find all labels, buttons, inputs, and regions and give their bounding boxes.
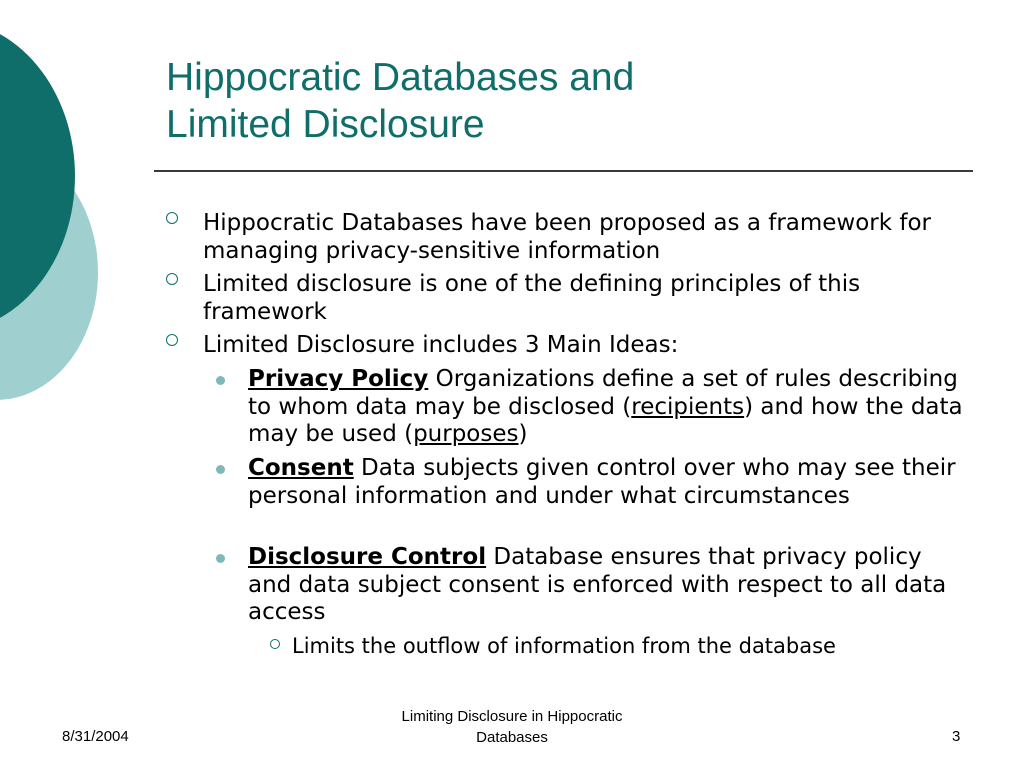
- bullet-text: Hippocratic Databases have been proposed as a framework for managing privacy-sensitive information: [203, 210, 932, 264]
- bullet-item: [203, 332, 963, 360]
- consent-term: Consent: [248, 455, 354, 481]
- purposes-term: purposes: [413, 421, 519, 447]
- filled-dot-bullet-icon: [216, 465, 225, 474]
- disclosure-control-text: Database ensures that privacy policy and data subject consent is enforced with respect to all data access: [248, 544, 947, 625]
- privacy-policy-text: ): [518, 421, 528, 447]
- bullet-item: [203, 271, 963, 326]
- filled-dot-bullet-icon: [216, 376, 225, 385]
- sub-bullet-item: [248, 544, 968, 627]
- recipients-term: recipients: [631, 393, 745, 420]
- bullet-text: Limited disclosure is one of the defining principles of this framework: [203, 271, 861, 325]
- slide-title: [166, 54, 866, 148]
- hollow-circle-bullet-icon: [270, 639, 280, 649]
- sub-bullet-item: [248, 455, 968, 510]
- bullet-text: Limits the outflow of information from the database: [292, 634, 836, 658]
- hollow-circle-bullet-icon: [166, 334, 178, 346]
- hollow-circle-bullet-icon: [166, 212, 178, 224]
- slide-number: 3: [952, 728, 961, 745]
- hollow-circle-bullet-icon: [166, 273, 178, 285]
- bullet-text: Limited Disclosure includes 3 Main Ideas:: [203, 332, 679, 358]
- title-divider: [154, 170, 973, 172]
- privacy-policy-text: Organizations define a set of rules describing to whom data may be disclosed (: [248, 366, 958, 420]
- privacy-policy-text: ) and how the data may be used (: [248, 393, 963, 447]
- sub-bullet-item: [248, 366, 968, 449]
- footer-title-line-2: Databases: [476, 729, 548, 746]
- consent-text: Data subjects given control over who may see their personal information and under what circumstances: [248, 455, 956, 509]
- title-line-2: Limited Disclosure: [166, 103, 485, 146]
- disclosure-control-term: Disclosure Control: [248, 544, 487, 570]
- sub-sub-bullet-item: [292, 633, 982, 659]
- footer-title-line-1: Limiting Disclosure in Hippocratic: [401, 708, 623, 725]
- bullet-item: [203, 210, 963, 265]
- privacy-policy-term: Privacy Policy: [248, 366, 429, 392]
- footer-title: [362, 706, 662, 748]
- filled-dot-bullet-icon: [216, 554, 225, 563]
- title-line-1: Hippocratic Databases and: [166, 56, 635, 99]
- footer-date: 8/31/2004: [62, 728, 129, 745]
